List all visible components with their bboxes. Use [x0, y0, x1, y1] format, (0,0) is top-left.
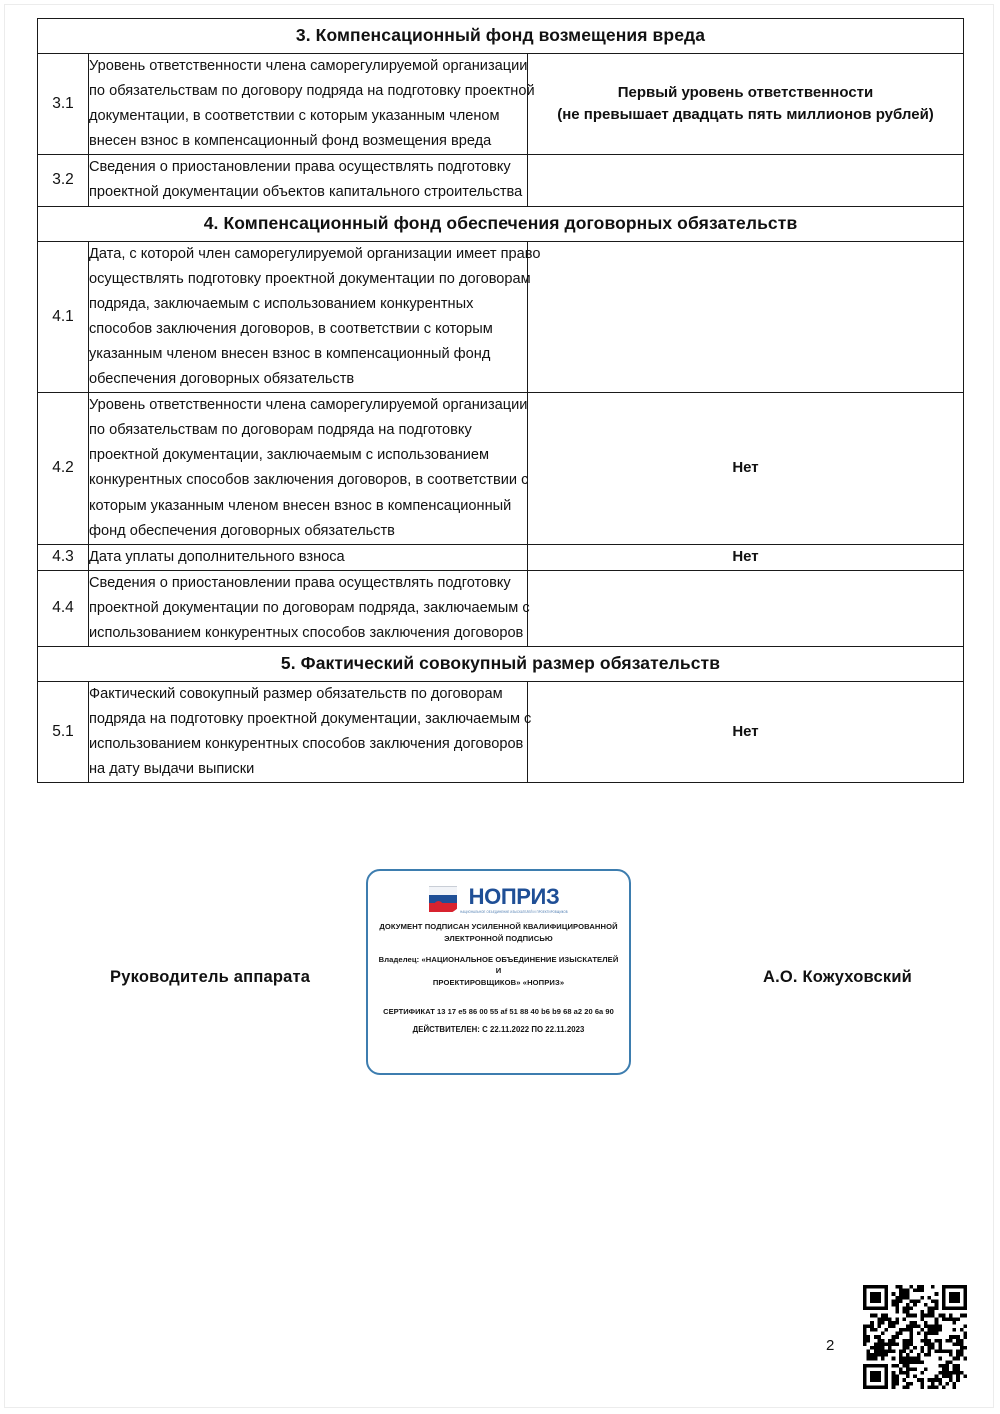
section-header-row [38, 647, 964, 682]
nopriz-logo-word: НОПРИЗ [468, 884, 560, 909]
description-line: на дату выдачи выписки [89, 761, 255, 778]
row-value [528, 54, 964, 155]
row-description [89, 54, 535, 155]
table-row [38, 570, 964, 646]
stamp-validity-period: ДЕЙСТВИТЕЛЕН: С 22.11.2022 ПО 22.11.2023 [412, 1024, 585, 1034]
description-line: Фактический совокупный размер обязательств по договорам [89, 686, 503, 703]
signature-signer-name: А.О. Кожуховский [763, 968, 913, 986]
stamp-owner-line: ПРОЕКТИРОВЩИКОВ» «НОПРИЗ» [432, 978, 565, 988]
table-row [38, 544, 964, 570]
description-line: Дата, с которой член саморегулируемой организации имеет право [89, 245, 541, 262]
section-header-row [38, 206, 964, 241]
row-value [528, 155, 964, 206]
section-header-title: 5. Фактический совокупный размер обязательств [38, 647, 964, 682]
description-line: фонд обеспечения договорных обязательств [89, 522, 395, 539]
registry-extract-table [37, 18, 964, 783]
row-description [89, 393, 528, 545]
description-line: Уровень ответственности члена саморегулируемой организации [89, 58, 528, 74]
table-row [38, 155, 964, 206]
qr-code-svg [863, 1285, 967, 1389]
value-line: Нет [732, 459, 759, 477]
electronic-signature-stamp [366, 869, 631, 1075]
description-line: конкурентных способов заключения договоров, в соответствии с [89, 472, 529, 489]
row-number: 3.2 [38, 155, 89, 206]
section-header-title: 3. Компенсационный фонд возмещения вреда [38, 19, 964, 54]
stamp-certificate-number: СЕРТИФИКАТ 13 17 e5 86 00 55 af 51 88 40 b6 b9 68 a2 20 6a 90 [383, 1006, 614, 1016]
description-line: подряда, заключаемым с использованием конкурентных [89, 295, 474, 312]
value-line: Первый уровень ответственности [617, 83, 874, 101]
row-number: 4.3 [38, 544, 89, 570]
description-line: Сведения о приостановлении права осуществлять подготовку [89, 159, 511, 176]
description-line: документации, в соответствии с которым указанным членом [89, 108, 500, 125]
description-line: способов заключения договоров, в соответствии с которым [89, 320, 493, 337]
description-line: по обязательствам по договору подряда на подготовку проектной [89, 83, 535, 100]
stamp-title-line: ДОКУМЕНТ ПОДПИСАН УСИЛЕННОЙ КВАЛИФИЦИРОВАННОЙ [379, 922, 618, 931]
row-number: 4.1 [38, 241, 89, 393]
stamp-title [375, 921, 622, 945]
description-line: использованием конкурентных способов заключения договоров [89, 624, 524, 641]
description-line: которым указанным членом внесен взнос в компенсационный [89, 497, 512, 514]
description-line: проектной документации, заключаемым с использованием [89, 447, 490, 464]
russian-flag-icon [429, 886, 457, 912]
description-line: осуществлять подготовку проектной документации по договорам [89, 270, 531, 287]
description-line: обеспечения договорных обязательств [89, 371, 355, 388]
row-value [528, 682, 964, 783]
section-header-title: 4. Компенсационный фонд обеспечения договорных обязательств [38, 206, 964, 241]
row-value [528, 241, 964, 393]
stamp-title-line: ЭЛЕКТРОННОЙ ПОДПИСЬЮ [444, 933, 553, 943]
stamp-owner-line: Владелец: «НАЦИОНАЛЬНОЕ ОБЪЕДИНЕНИЕ ИЗЫСКАТЕЛЕЙ И [378, 954, 619, 976]
description-line: использованием конкурентных способов заключения договоров [89, 736, 524, 753]
value-line: Нет [732, 547, 759, 565]
description-line: Уровень ответственности члена саморегулируемой организации [89, 397, 528, 414]
signature-position-title: Руководитель аппарата [110, 968, 311, 986]
nopriz-logo-subtitle: НАЦИОНАЛЬНОЕ ОБЪЕДИНЕНИЕ ИЗЫСКАТЕЛЕЙ И ПРОЕКТИРОВЩИКОВ [460, 910, 568, 915]
section-header-row [38, 19, 964, 54]
table-row [38, 241, 964, 393]
row-description [89, 682, 532, 783]
nopriz-logo [368, 884, 629, 914]
qr-code [863, 1285, 967, 1389]
description-line: проектной документации объектов капитального строительства [89, 184, 523, 201]
description-line: по обязательствам по договорам подряда на подготовку [89, 422, 472, 439]
table-row [38, 54, 964, 155]
value-line: (не превышает двадцать пять миллионов рублей) [557, 106, 934, 124]
description-line: указанным членом внесен взнос в компенсационный фонд [89, 345, 491, 362]
table-row [38, 682, 964, 783]
description-line: проектной документации по договорам подряда, заключаемым с [89, 599, 530, 616]
description-line: Сведения о приостановлении права осуществлять подготовку [89, 574, 511, 591]
table-row [38, 393, 964, 545]
row-description [89, 544, 528, 570]
row-value [528, 544, 964, 570]
description-line: Дата уплаты дополнительного взноса [89, 548, 345, 565]
value-line: Нет [732, 723, 759, 740]
row-number: 3.1 [38, 54, 89, 155]
row-number: 5.1 [38, 682, 89, 783]
description-line: внесен взнос в компенсационный фонд возмещения вреда [89, 133, 492, 150]
page-number: 2 [826, 1337, 835, 1354]
description-line: подряда на подготовку проектной документации, заключаемым с [89, 711, 532, 728]
stamp-owner [375, 954, 622, 989]
row-number: 4.2 [38, 393, 89, 545]
row-description [89, 570, 528, 646]
row-description [89, 241, 541, 393]
row-value [528, 570, 964, 646]
row-number: 4.4 [38, 570, 89, 646]
row-description [89, 155, 528, 206]
row-value [528, 393, 964, 545]
